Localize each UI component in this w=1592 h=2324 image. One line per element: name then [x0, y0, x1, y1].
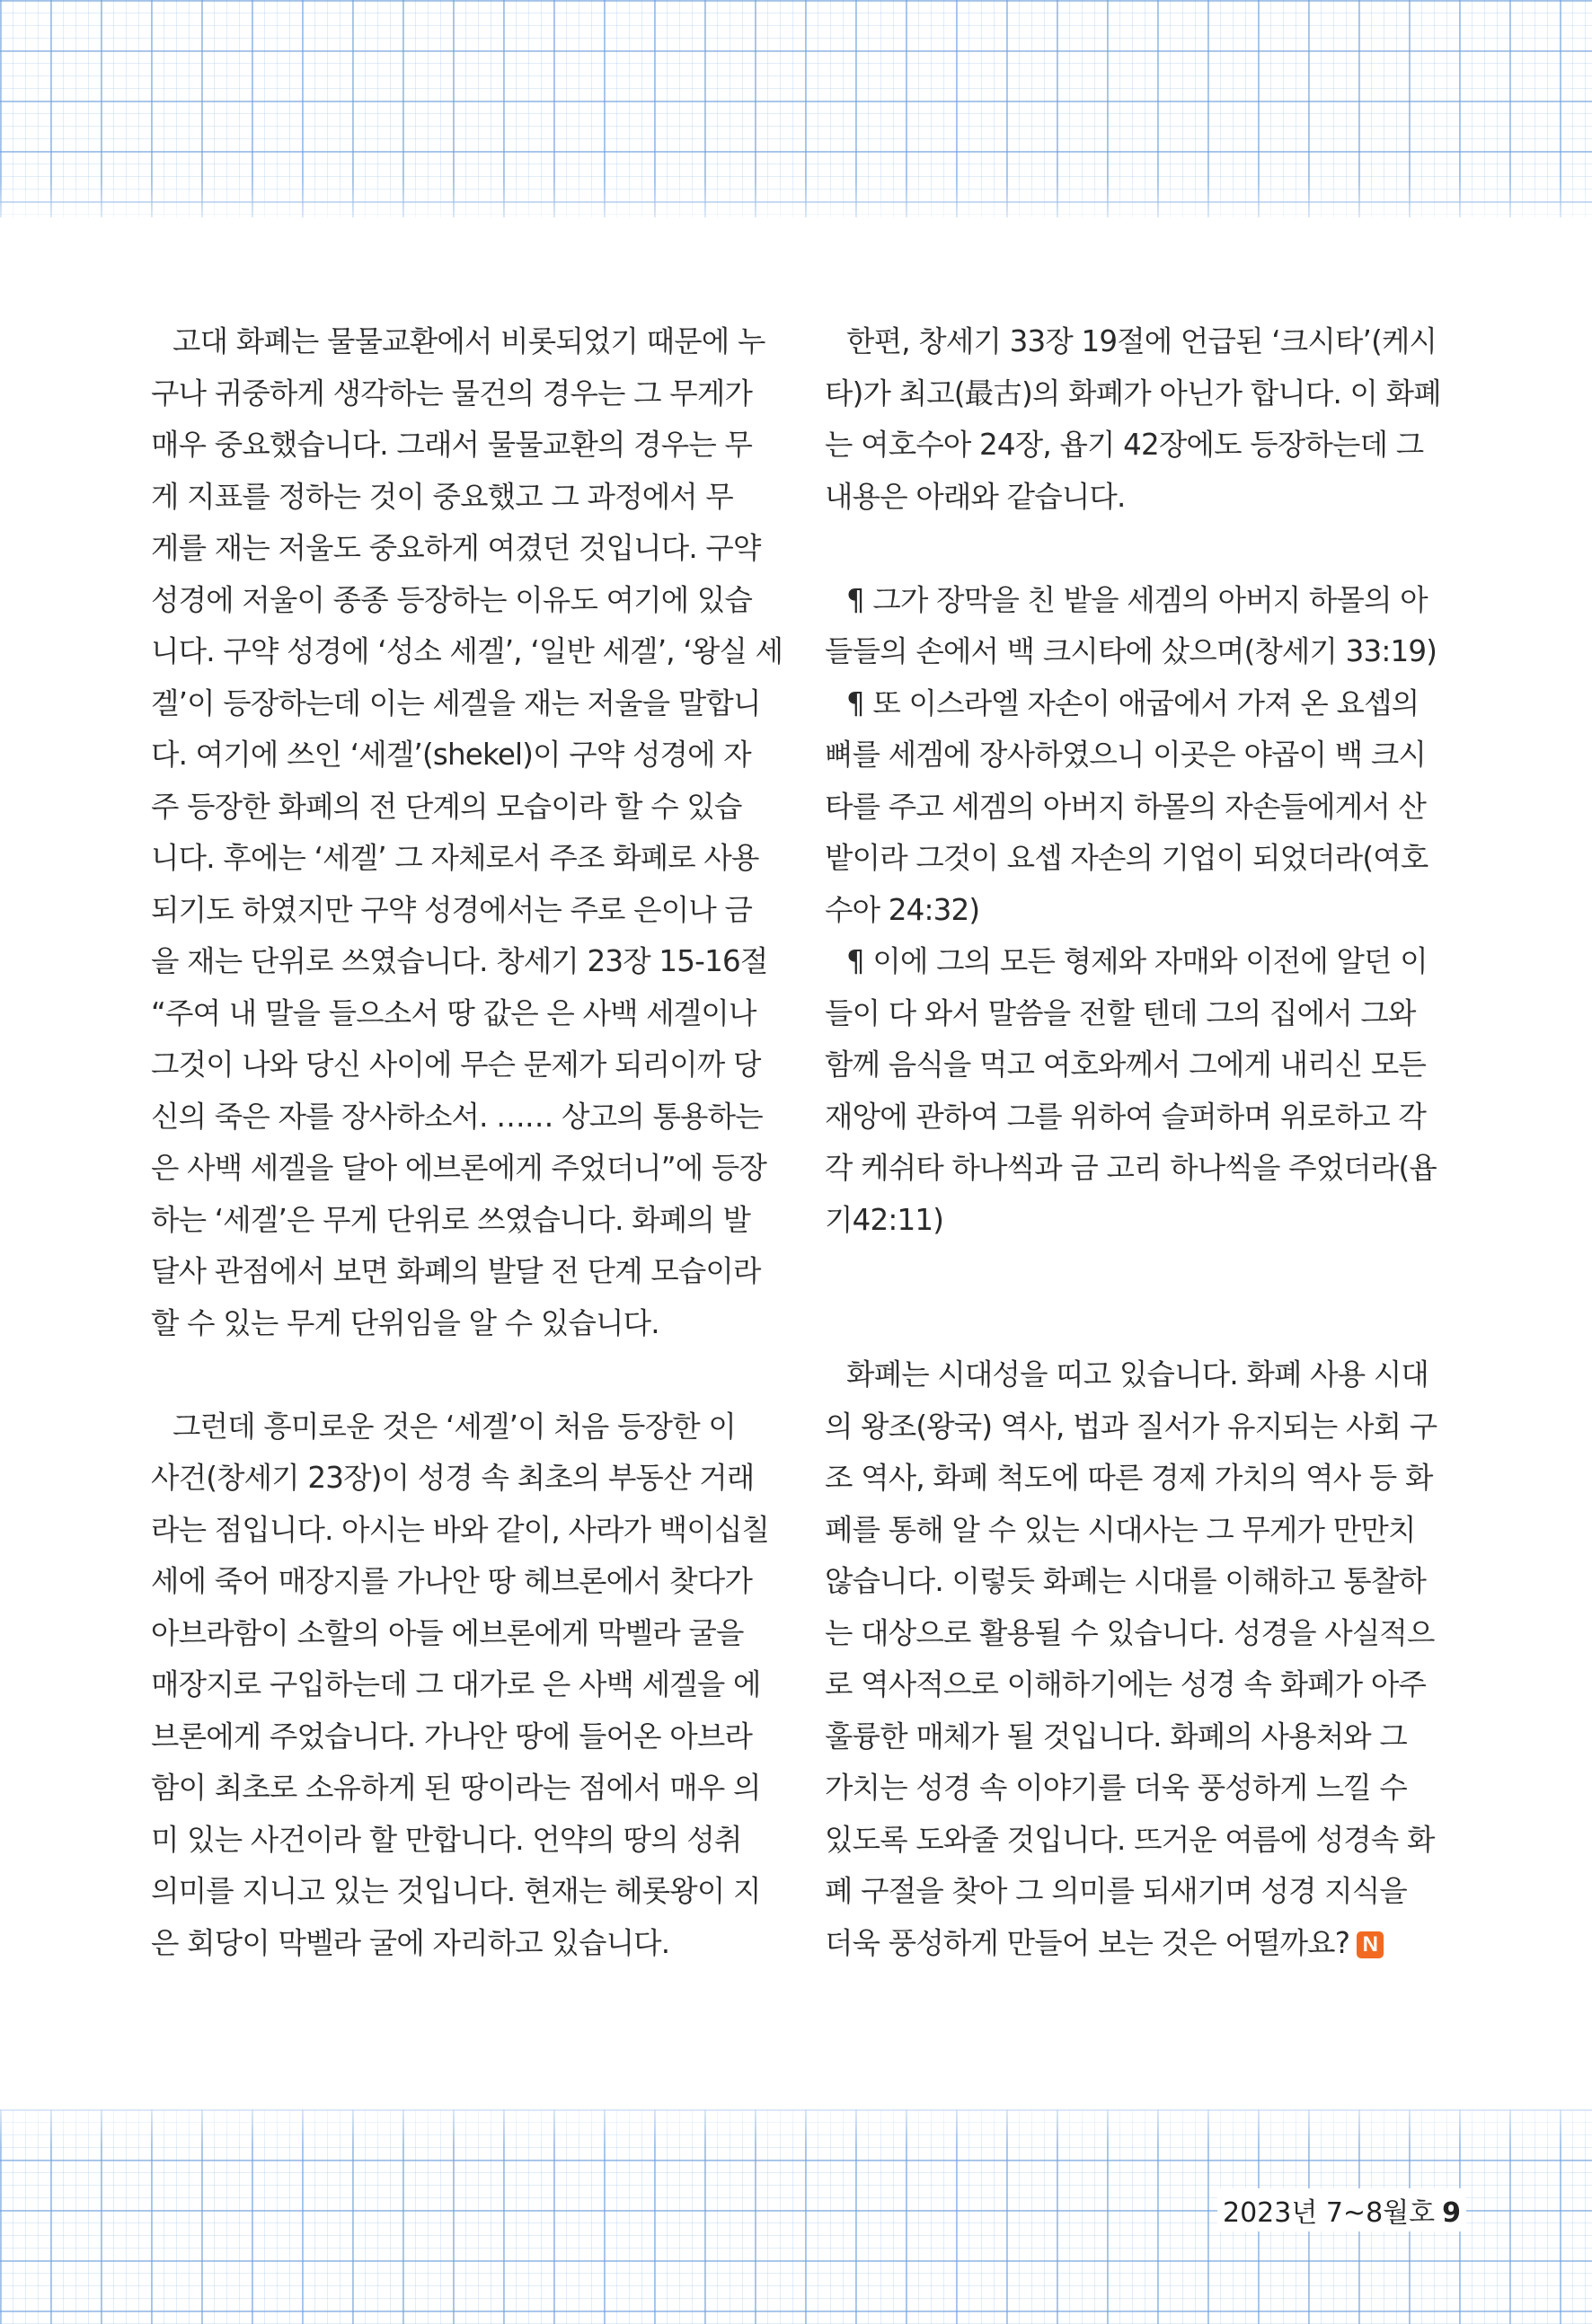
paragraph-line: 훌륭한 매체가 될 것입니다. 화폐의 사용처와 그	[825, 1719, 1408, 1754]
paragraph-line: 는 여호수아 24장, 욥기 42장에도 등장하는데 그	[825, 428, 1424, 462]
verse-line: 기42:11)	[825, 1202, 944, 1237]
paragraph-spacer	[825, 1298, 1454, 1350]
paragraph-spacer	[151, 1349, 780, 1401]
paragraph-spacer	[825, 523, 1454, 575]
paragraph-line: 타)가 최고(最古)의 화폐가 아닌가 합니다. 이 화폐	[825, 376, 1441, 411]
paragraph-line: 내용은 아래와 같습니다.	[825, 479, 1126, 514]
paragraph-line: 화폐는 시대성을 띠고 있습니다. 화폐 사용 시대	[846, 1357, 1429, 1392]
paragraph-line: 로 역사적으로 이해하기에는 성경 속 화폐가 아주	[825, 1667, 1427, 1701]
paragraph-line: 고대 화폐는 물물교환에서 비롯되었기 때문에 누	[172, 324, 765, 358]
verse-line: 타를 주고 세겜의 아버지 하몰의 자손들에게서 산	[825, 789, 1427, 824]
verse-line: 함께 음식을 먹고 여호와께서 그에게 내리신 모든	[825, 1047, 1427, 1082]
paragraph-line: 아브라함이 소할의 아들 에브론에게 막벨라 굴을	[151, 1615, 744, 1650]
paragraph-line: 라는 점입니다. 아시는 바와 같이, 사라가 백이십칠	[151, 1512, 770, 1547]
paragraph-line: 겔’이 등장하는데 이는 세겔을 재는 저울을 말합니	[151, 685, 761, 720]
paragraph-line: 다. 여기에 쓰인 ‘세겔’(shekel)이 구약 성경에 자	[151, 738, 751, 772]
paragraph-line: 사건(창세기 23장)이 성경 속 최초의 부동산 거래	[151, 1461, 755, 1495]
paragraph-line: 달사 관점에서 보면 화폐의 발달 전 단계 모습이라	[151, 1254, 761, 1288]
paragraph-line: 니다. 후에는 ‘세겔’ 그 자체로서 주조 화폐로 사용	[151, 841, 759, 875]
paragraph-line: 는 대상으로 활용될 수 있습니다. 성경을 사실적으	[825, 1615, 1435, 1650]
verse-line: ¶ 이에 그의 모든 형제와 자매와 이전에 알던 이	[846, 944, 1428, 978]
paragraph-line: 하는 ‘세겔’은 무게 단위로 쓰였습니다. 화폐의 발	[151, 1202, 751, 1237]
verse-line: 수아 24:32)	[825, 892, 980, 927]
paragraph-last-text: 더욱 풍성하게 만들어 보는 것은 어떨까요?	[825, 1925, 1350, 1960]
paragraph-line: 성경에 저울이 종종 등장하는 이유도 여기에 있습	[151, 582, 753, 617]
paragraph-line: 않습니다. 이렇듯 화폐는 시대를 이해하고 통찰하	[825, 1564, 1427, 1598]
verse-line: ¶ 그가 장막을 친 밭을 세겜의 아버지 하몰의 아	[846, 582, 1428, 617]
paragraph-line: 그것이 나와 당신 사이에 무슨 문제가 되리이까 당	[151, 1047, 761, 1082]
paragraph-line: 가치는 성경 속 이야기를 더욱 풍성하게 느낄 수	[825, 1771, 1408, 1805]
paragraph-line: 매장지로 구입하는데 그 대가로 은 사백 세겔을 에	[151, 1667, 761, 1701]
page-footer	[1217, 2188, 1466, 2231]
paragraph-line: 함이 최초로 소유하게 된 땅이라는 점에서 매우 의	[151, 1771, 761, 1805]
paragraph-line: 의미를 지니고 있는 것입니다. 현재는 헤롯왕이 지	[151, 1874, 761, 1908]
paragraph-line: 게를 재는 저울도 중요하게 여겼던 것입니다. 구약	[151, 531, 761, 565]
paragraph-line: 신의 죽은 자를 장사하소서. …… 상고의 통용하는	[151, 1099, 763, 1134]
paragraph-line: 있도록 도와줄 것입니다. 뜨거운 여름에 성경속 화	[825, 1822, 1435, 1857]
paragraph-line: 매우 중요했습니다. 그래서 물물교환의 경우는 무	[151, 428, 753, 462]
paragraph-line: 은 사백 세겔을 달아 에브론에게 주었더니”에 등장	[151, 1151, 767, 1185]
paragraph-line: 은 회당이 막벨라 굴에 자리하고 있습니다.	[151, 1925, 670, 1960]
paragraph-line: 을 재는 단위로 쓰였습니다. 창세기 23장 15-16절	[151, 944, 768, 978]
issue-label: 2023년 7~8월호	[1222, 2197, 1436, 2229]
paragraph-last-line	[825, 1918, 1454, 1970]
paragraph-line: 브론에게 주었습니다. 가나안 땅에 들어온 아브라	[151, 1719, 753, 1754]
verse-line: 재앙에 관하여 그를 위하여 슬퍼하며 위로하고 각	[825, 1099, 1427, 1134]
paragraph-line: 폐를 통해 알 수 있는 시대사는 그 무게가 만만치	[825, 1512, 1416, 1547]
paragraph-line: 그런데 흥미로운 것은 ‘세겔’이 처음 등장한 이	[172, 1409, 736, 1444]
paragraph-line: 의 왕조(왕국) 역사, 법과 질서가 유지되는 사회 구	[825, 1409, 1437, 1444]
page-number: 9	[1442, 2197, 1461, 2229]
right-column	[825, 316, 1454, 1969]
paragraph-line: 폐 구절을 찾아 그 의미를 되새기며 성경 지식을	[825, 1874, 1408, 1908]
graph-paper-header	[0, 0, 1592, 217]
paragraph-line: 조 역사, 화폐 척도에 따른 경제 가치의 역사 등 화	[825, 1461, 1433, 1495]
verse-line: 밭이라 그것이 요셉 자손의 기업이 되었더라(여호	[825, 841, 1428, 875]
verse-line: 각 케쉬타 하나씩과 금 고리 하나씩을 주었더라(욥	[825, 1151, 1437, 1185]
paragraph-line: 세에 죽어 매장지를 가나안 땅 헤브론에서 찾다가	[151, 1564, 753, 1598]
paragraph-line: 한편, 창세기 33장 19절에 언급된 ‘크시타’(케시	[846, 324, 1437, 358]
verse-line: 들들의 손에서 백 크시타에 샀으며(창세기 33:19)	[825, 634, 1437, 668]
paragraph-line: 할 수 있는 무게 단위임을 알 수 있습니다.	[151, 1305, 659, 1340]
verse-line: ¶ 또 이스라엘 자손이 애굽에서 가져 온 요셉의	[846, 685, 1420, 720]
paragraph-line: 니다. 구약 성경에 ‘성소 세겔’, ‘일반 세겔’, ‘왕실 세	[151, 634, 783, 668]
verse-line: 뼈를 세겜에 장사하였으니 이곳은 야곱이 백 크시	[825, 738, 1427, 772]
verse-line: 들이 다 와서 말씀을 전할 텐데 그의 집에서 그와	[825, 995, 1416, 1030]
paragraph-line: 게 지표를 정하는 것이 중요했고 그 과정에서 무	[151, 479, 734, 514]
paragraph-spacer	[825, 1246, 1454, 1298]
paragraph-line: “주여 내 말을 들으소서 땅 값은 은 사백 세겔이나	[151, 995, 756, 1030]
paragraph-line: 되기도 하였지만 구약 성경에서는 주로 은이나 금	[151, 892, 753, 927]
paragraph-line: 미 있는 사건이라 할 만합니다. 언약의 땅의 성취	[151, 1822, 742, 1857]
paragraph-line: 구나 귀중하게 생각하는 물건의 경우는 그 무게가	[151, 376, 753, 411]
paragraph-line: 주 등장한 화폐의 전 단계의 모습이라 할 수 있습	[151, 789, 742, 824]
end-mark-n-icon: N	[1357, 1931, 1384, 1958]
left-column	[151, 316, 783, 1969]
